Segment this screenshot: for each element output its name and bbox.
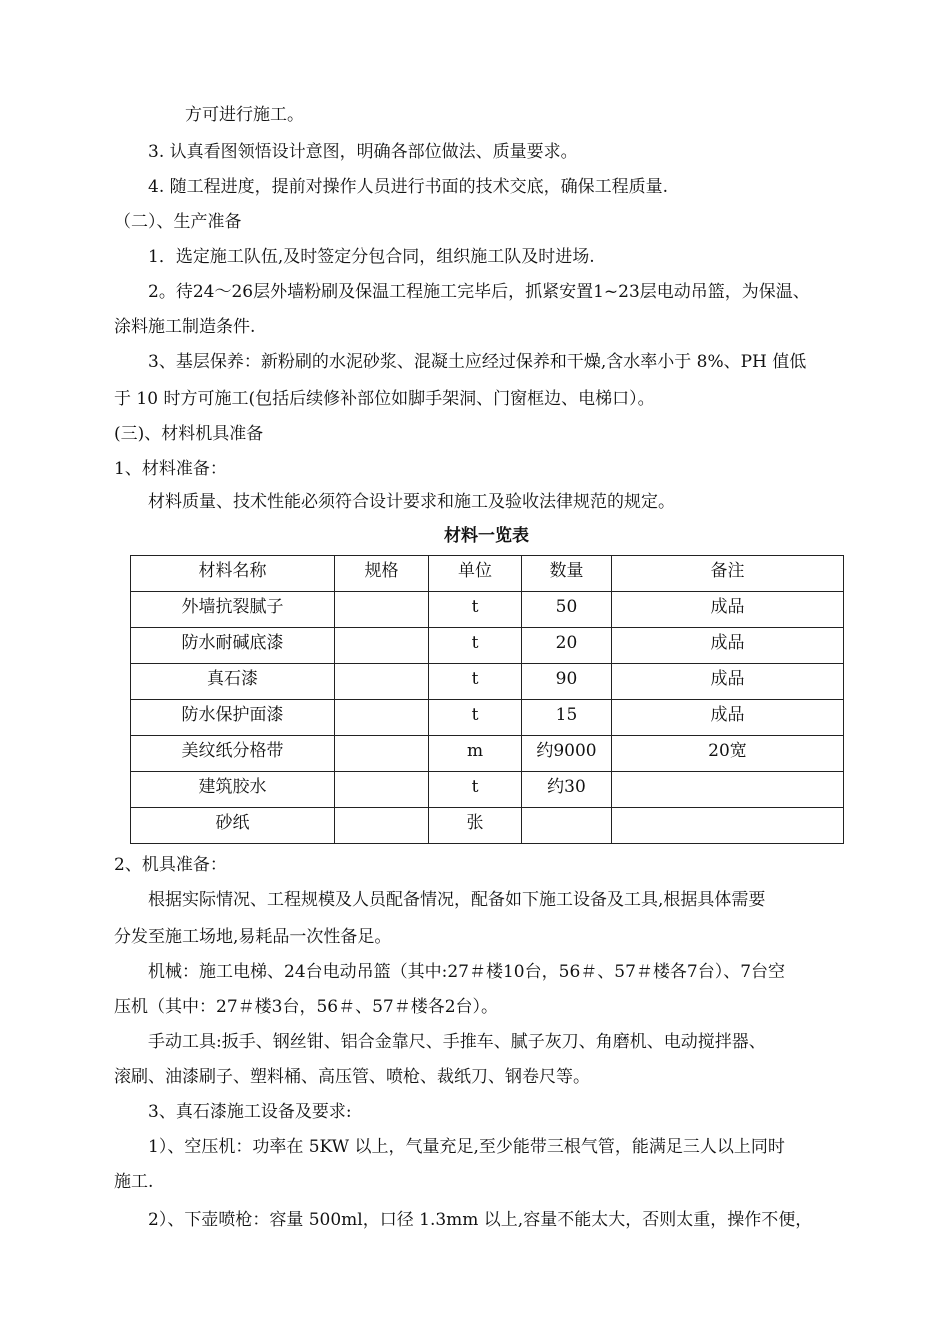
table-cell — [335, 592, 429, 628]
table-cell: t — [429, 664, 522, 700]
text-line: 3. 认真看图领悟设计意图，明确各部位做法、质量要求。 — [148, 142, 578, 162]
table-row — [131, 592, 844, 628]
table-cell: 20宽 — [612, 736, 844, 772]
table-cell: 成品 — [612, 664, 844, 700]
text-line: 手动工具:扳手、钢丝钳、铝合金靠尺、手推车、腻子灰刀、角磨机、电动搅拌器、 — [148, 1032, 766, 1052]
table-header-row — [131, 556, 844, 592]
table-row — [131, 700, 844, 736]
table-cell: 50 — [522, 592, 612, 628]
table-cell: t — [429, 772, 522, 808]
text-line: 压机（其中：27＃楼3台，56＃、57＃楼各2台）。 — [114, 997, 499, 1017]
table-cell — [335, 628, 429, 664]
table-cell: 约9000 — [522, 736, 612, 772]
table-cell: 90 — [522, 664, 612, 700]
text-line: 2。待24～26层外墙粉刷及保温工程施工完毕后，抓紧安置1~23层电动吊篮，为保温、 — [148, 282, 810, 302]
section-heading: 2、机具准备： — [114, 855, 227, 875]
table-cell: 防水保护面漆 — [131, 700, 335, 736]
text-line: 于 10 时方可施工(包括后续修补部位如脚手架洞、门窗框边、电梯口）。 — [114, 389, 655, 409]
table-cell: 外墙抗裂腻子 — [131, 592, 335, 628]
text-line: 分发至施工场地,易耗品一次性备足。 — [114, 927, 392, 947]
table-cell: 约30 — [522, 772, 612, 808]
table-row — [131, 808, 844, 844]
table-cell — [612, 772, 844, 808]
table-title: 材料一览表 — [444, 526, 529, 546]
table-cell: 成品 — [612, 592, 844, 628]
header-cell: 数量 — [522, 556, 612, 592]
text-line: 1）、空压机：功率在 5KW 以上，气量充足,至少能带三根气管，能满足三人以上同时 — [148, 1137, 785, 1157]
table-row — [131, 736, 844, 772]
table-row — [131, 628, 844, 664]
table-cell: 15 — [522, 700, 612, 736]
table-cell: 张 — [429, 808, 522, 844]
table-cell — [335, 808, 429, 844]
table-cell: 美纹纸分格带 — [131, 736, 335, 772]
table-cell — [335, 700, 429, 736]
text-line: 1、材料准备： — [114, 459, 227, 479]
table-cell: 建筑胶水 — [131, 772, 335, 808]
table-cell: 20 — [522, 628, 612, 664]
table-cell — [522, 808, 612, 844]
table-row — [131, 772, 844, 808]
header-cell: 单位 — [429, 556, 522, 592]
text-line: 3、真石漆施工设备及要求: — [148, 1102, 352, 1122]
header-cell: 材料名称 — [131, 556, 335, 592]
table-cell: 真石漆 — [131, 664, 335, 700]
text-line: 2）、下壶喷枪：容量 500ml，口径 1.3mm 以上,容量不能太大，否则太重，操作不便， — [148, 1210, 813, 1230]
text-line: 滚刷、油漆刷子、塑料桶、高压管、喷枪、裁纸刀、钢卷尺等。 — [114, 1067, 590, 1087]
text-line: 材料质量、技术性能必须符合设计要求和施工及验收法律规范的规定。 — [148, 492, 675, 512]
table-cell — [335, 736, 429, 772]
table-cell: 砂纸 — [131, 808, 335, 844]
table-cell: t — [429, 628, 522, 664]
header-cell: 备注 — [612, 556, 844, 592]
table-cell — [335, 664, 429, 700]
section-heading: (三)、材料机具准备 — [114, 424, 264, 444]
text-line: 1．选定施工队伍,及时签定分包合同，组织施工队及时进场. — [148, 247, 595, 267]
table-cell — [612, 808, 844, 844]
text-line: 根据实际情况、工程规模及人员配备情况，配备如下施工设备及工具,根据具体需要 — [148, 890, 766, 910]
table-row — [131, 664, 844, 700]
table-cell: 成品 — [612, 700, 844, 736]
table-cell: t — [429, 592, 522, 628]
text-line: 3、基层保养：新粉刷的水泥砂浆、混凝土应经过保养和干燥,含水率小于 8%、PH 值低 — [148, 352, 807, 372]
text-line: 4. 随工程进度，提前对操作人员进行书面的技术交底，确保工程质量. — [148, 177, 669, 197]
table-cell: 成品 — [612, 628, 844, 664]
section-heading: （二）、生产准备 — [114, 212, 242, 232]
materials-table — [130, 555, 844, 844]
table-cell — [335, 772, 429, 808]
text-line: 施工. — [114, 1172, 154, 1192]
table-cell: 防水耐碱底漆 — [131, 628, 335, 664]
text-line: 涂料施工制造条件. — [114, 317, 256, 337]
text-line: 方可进行施工。 — [185, 105, 304, 125]
header-cell: 规格 — [335, 556, 429, 592]
table-cell: t — [429, 700, 522, 736]
table-cell: m — [429, 736, 522, 772]
text-line: 机械：施工电梯、24台电动吊篮（其中:27＃楼10台，56＃、57＃楼各7台）、7台空 — [148, 962, 786, 982]
